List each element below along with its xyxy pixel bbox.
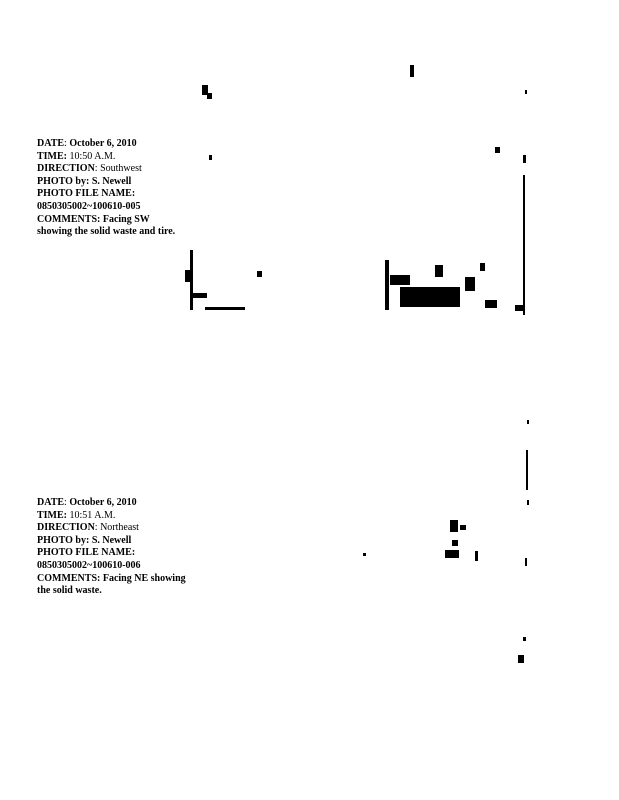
direction-line: DIRECTION: Southwest: [37, 163, 142, 175]
time-line: [37, 151, 187, 164]
date-label: DATE: [37, 497, 65, 508]
photo-2-image: [355, 415, 535, 675]
file-name-label: PHOTO FILE NAME:: [37, 188, 136, 200]
file-name-value: 0850305002~100610-006: [37, 559, 141, 571]
file-name-value: 0850305002~100610-005: [37, 200, 141, 212]
date-line: DATE: October 6, 2010: [37, 497, 137, 508]
date-label: DATE: [37, 138, 65, 149]
file-name-value-line: [37, 560, 187, 573]
date-value: October 6, 2010: [69, 497, 137, 508]
file-name-value-line: [37, 201, 187, 214]
photographer-label: PHOTO by:: [37, 175, 90, 187]
comments-value: Facing NE showing the solid waste.: [37, 572, 186, 597]
direction-value: Southwest: [100, 163, 142, 175]
direction-label: DIRECTION: [37, 163, 95, 175]
time-label: TIME:: [37, 509, 67, 521]
photo-1: [185, 55, 530, 325]
photo-2: [355, 415, 535, 675]
comments-line: [37, 573, 187, 598]
comments-value: Facing SW showing the solid waste and tire.: [37, 213, 176, 238]
direction-value: Northeast: [100, 522, 139, 534]
direction-label: DIRECTION: [37, 522, 95, 534]
time-label: TIME:: [37, 150, 67, 162]
file-name-line: [37, 547, 187, 560]
photo-1-image: [185, 55, 530, 325]
comments-line: [37, 214, 187, 239]
time-value: 10:50 A.M.: [69, 150, 116, 162]
comments-label: COMMENTS:: [37, 572, 101, 584]
photographer-value: S. Newell: [91, 534, 132, 546]
file-name-label: PHOTO FILE NAME:: [37, 547, 136, 559]
date-line: DATE: October 6, 2010: [37, 138, 137, 149]
photographer-value: S. Newell: [91, 175, 132, 187]
photo-1-caption: [37, 138, 187, 239]
date-value: October 6, 2010: [69, 138, 137, 149]
photographer-label: PHOTO by:: [37, 534, 90, 546]
time-line: [37, 510, 187, 523]
photo-2-caption: [37, 497, 187, 598]
comments-label: COMMENTS:: [37, 213, 101, 225]
time-value: 10:51 A.M.: [69, 509, 116, 521]
photographer-line: [37, 176, 187, 189]
file-name-line: [37, 188, 187, 201]
photographer-line: [37, 535, 187, 548]
direction-line: DIRECTION: Northeast: [37, 522, 139, 534]
